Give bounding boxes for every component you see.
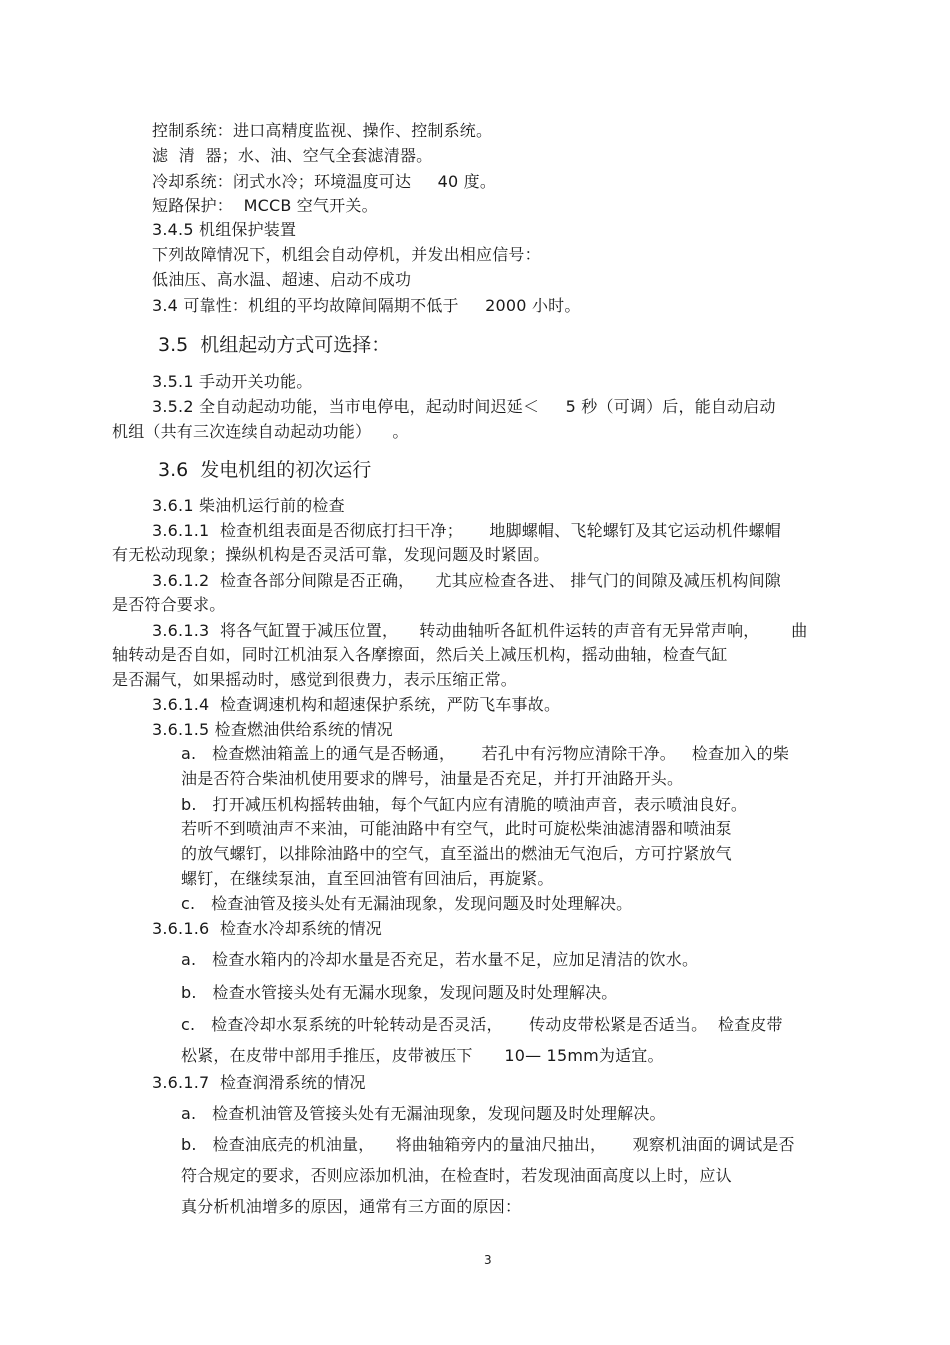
text-line: 机组（共有三次连续自动起动功能） 。: [112, 422, 409, 441]
text-line: 有无松动现象；操纵机构是否灵活可靠，发现问题及时紧固。: [112, 545, 550, 564]
text-line: 3.6.1.6 检查水冷却系统的情况: [152, 919, 382, 938]
text-line: 3.6.1 柴油机运行前的检查: [152, 496, 345, 515]
section-heading: 3.5 机组起动方式可选择：: [158, 334, 391, 356]
text-line: 3.6.1.2 检查各部分间隙是否正确， 尤其应检查各进、 排气门的间隙及减压机构间隙: [152, 571, 781, 590]
text-line: 3.5.1 手动开关功能。: [152, 372, 313, 391]
text-line: b. 检查水管接头处有无漏水现象，发现问题及时处理解决。: [181, 983, 618, 1002]
page-number: 3: [484, 1253, 492, 1267]
text-line: b. 打开减压机构摇转曲轴，每个气缸内应有清脆的喷油声音，表示喷油良好。: [181, 795, 748, 814]
text-line: c. 检查冷却水泵系统的叶轮转动是否灵活， 传动皮带松紧是否适当。 检查皮带: [181, 1015, 783, 1034]
text-line: b. 检查油底壳的机油量， 将曲轴箱旁内的量油尺抽出， 观察机油面的调试是否: [181, 1135, 795, 1154]
text-line: a. 检查水箱内的冷却水量是否充足，若水量不足，应加足清洁的饮水。: [181, 950, 699, 969]
text-line: 是否符合要求。: [112, 595, 226, 614]
text-line: 螺钉，在继续泵油，直至回油管有回油后，再旋紧。: [181, 869, 554, 888]
section-heading: 3.6 发电机组的初次运行: [158, 459, 372, 481]
text-line: 3.4.5 机组保护装置: [152, 220, 297, 239]
text-line: 下列故障情况下，机组会自动停机，并发出相应信号：: [152, 245, 541, 264]
text-line: 3.5.2 全自动起动功能，当市电停电，起动时间迟延＜ 5 秒（可调）后，能自动启动: [152, 397, 776, 416]
text-line: 低油压、高水温、超速、启动不成功: [152, 270, 412, 289]
text-line: 油是否符合柴油机使用要求的牌号，油量是否充足，并打开油路开头。: [181, 769, 684, 788]
text-line: 的放气螺钉，以排除油路中的空气，直至溢出的燃油无气泡后，方可拧紧放气: [181, 844, 732, 863]
text-line: 冷却系统：闭式水冷；环境温度可达 40 度。: [152, 172, 497, 191]
text-line: 控制系统：进口高精度监视、操作、控制系统。: [152, 121, 493, 140]
text-line: 符合规定的要求，否则应添加机油，在检查时，若发现油面高度以上时，应认: [181, 1166, 732, 1185]
text-line: 是否漏气，如果摇动时，感觉到很费力，表示压缩正常。: [112, 670, 518, 689]
text-line: 松紧，在皮带中部用手推压，皮带被压下 10— 15mm为适宜。: [181, 1046, 664, 1065]
text-line: 3.4 可靠性：机组的平均故障间隔期不低于 2000 小时。: [152, 296, 581, 315]
text-line: 3.6.1.4 检查调速机构和超速保护系统，严防飞车事故。: [152, 695, 561, 714]
text-line: a. 检查燃油箱盖上的通气是否畅通， 若孔中有污物应清除干净。 检查加入的柴: [181, 744, 790, 763]
text-line: 轴转动是否自如，同时江机油泵入各摩擦面，然后关上减压机构，摇动曲轴，检查气缸: [112, 645, 728, 664]
text-line: 若听不到喷油声不来油，可能油路中有空气，此时可旋松柴油滤清器和喷油泵: [181, 819, 732, 838]
text-line: 3.6.1.5 检查燃油供给系统的情况: [152, 720, 393, 739]
text-line: 短路保护： MCCB 空气开关。: [152, 196, 378, 215]
text-line: 3.6.1.1 检查机组表面是否彻底打扫干净； 地脚螺帽、飞轮螺钉及其它运动机件螺帽: [152, 521, 781, 540]
text-line: 真分析机油增多的原因，通常有三方面的原因：: [181, 1197, 522, 1216]
text-line: a. 检查机油管及管接头处有无漏油现象，发现问题及时处理解决。: [181, 1104, 666, 1123]
text-line: c. 检查油管及接头处有无漏油现象，发现问题及时处理解决。: [181, 894, 633, 913]
text-line: 滤 清 器；水、油、空气全套滤清器。: [152, 146, 433, 165]
text-line: 3.6.1.7 检查润滑系统的情况: [152, 1073, 366, 1092]
text-line: 3.6.1.3 将各气缸置于减压位置， 转动曲轴听各缸机件运转的声音有无异常声响， 曲: [152, 621, 808, 640]
